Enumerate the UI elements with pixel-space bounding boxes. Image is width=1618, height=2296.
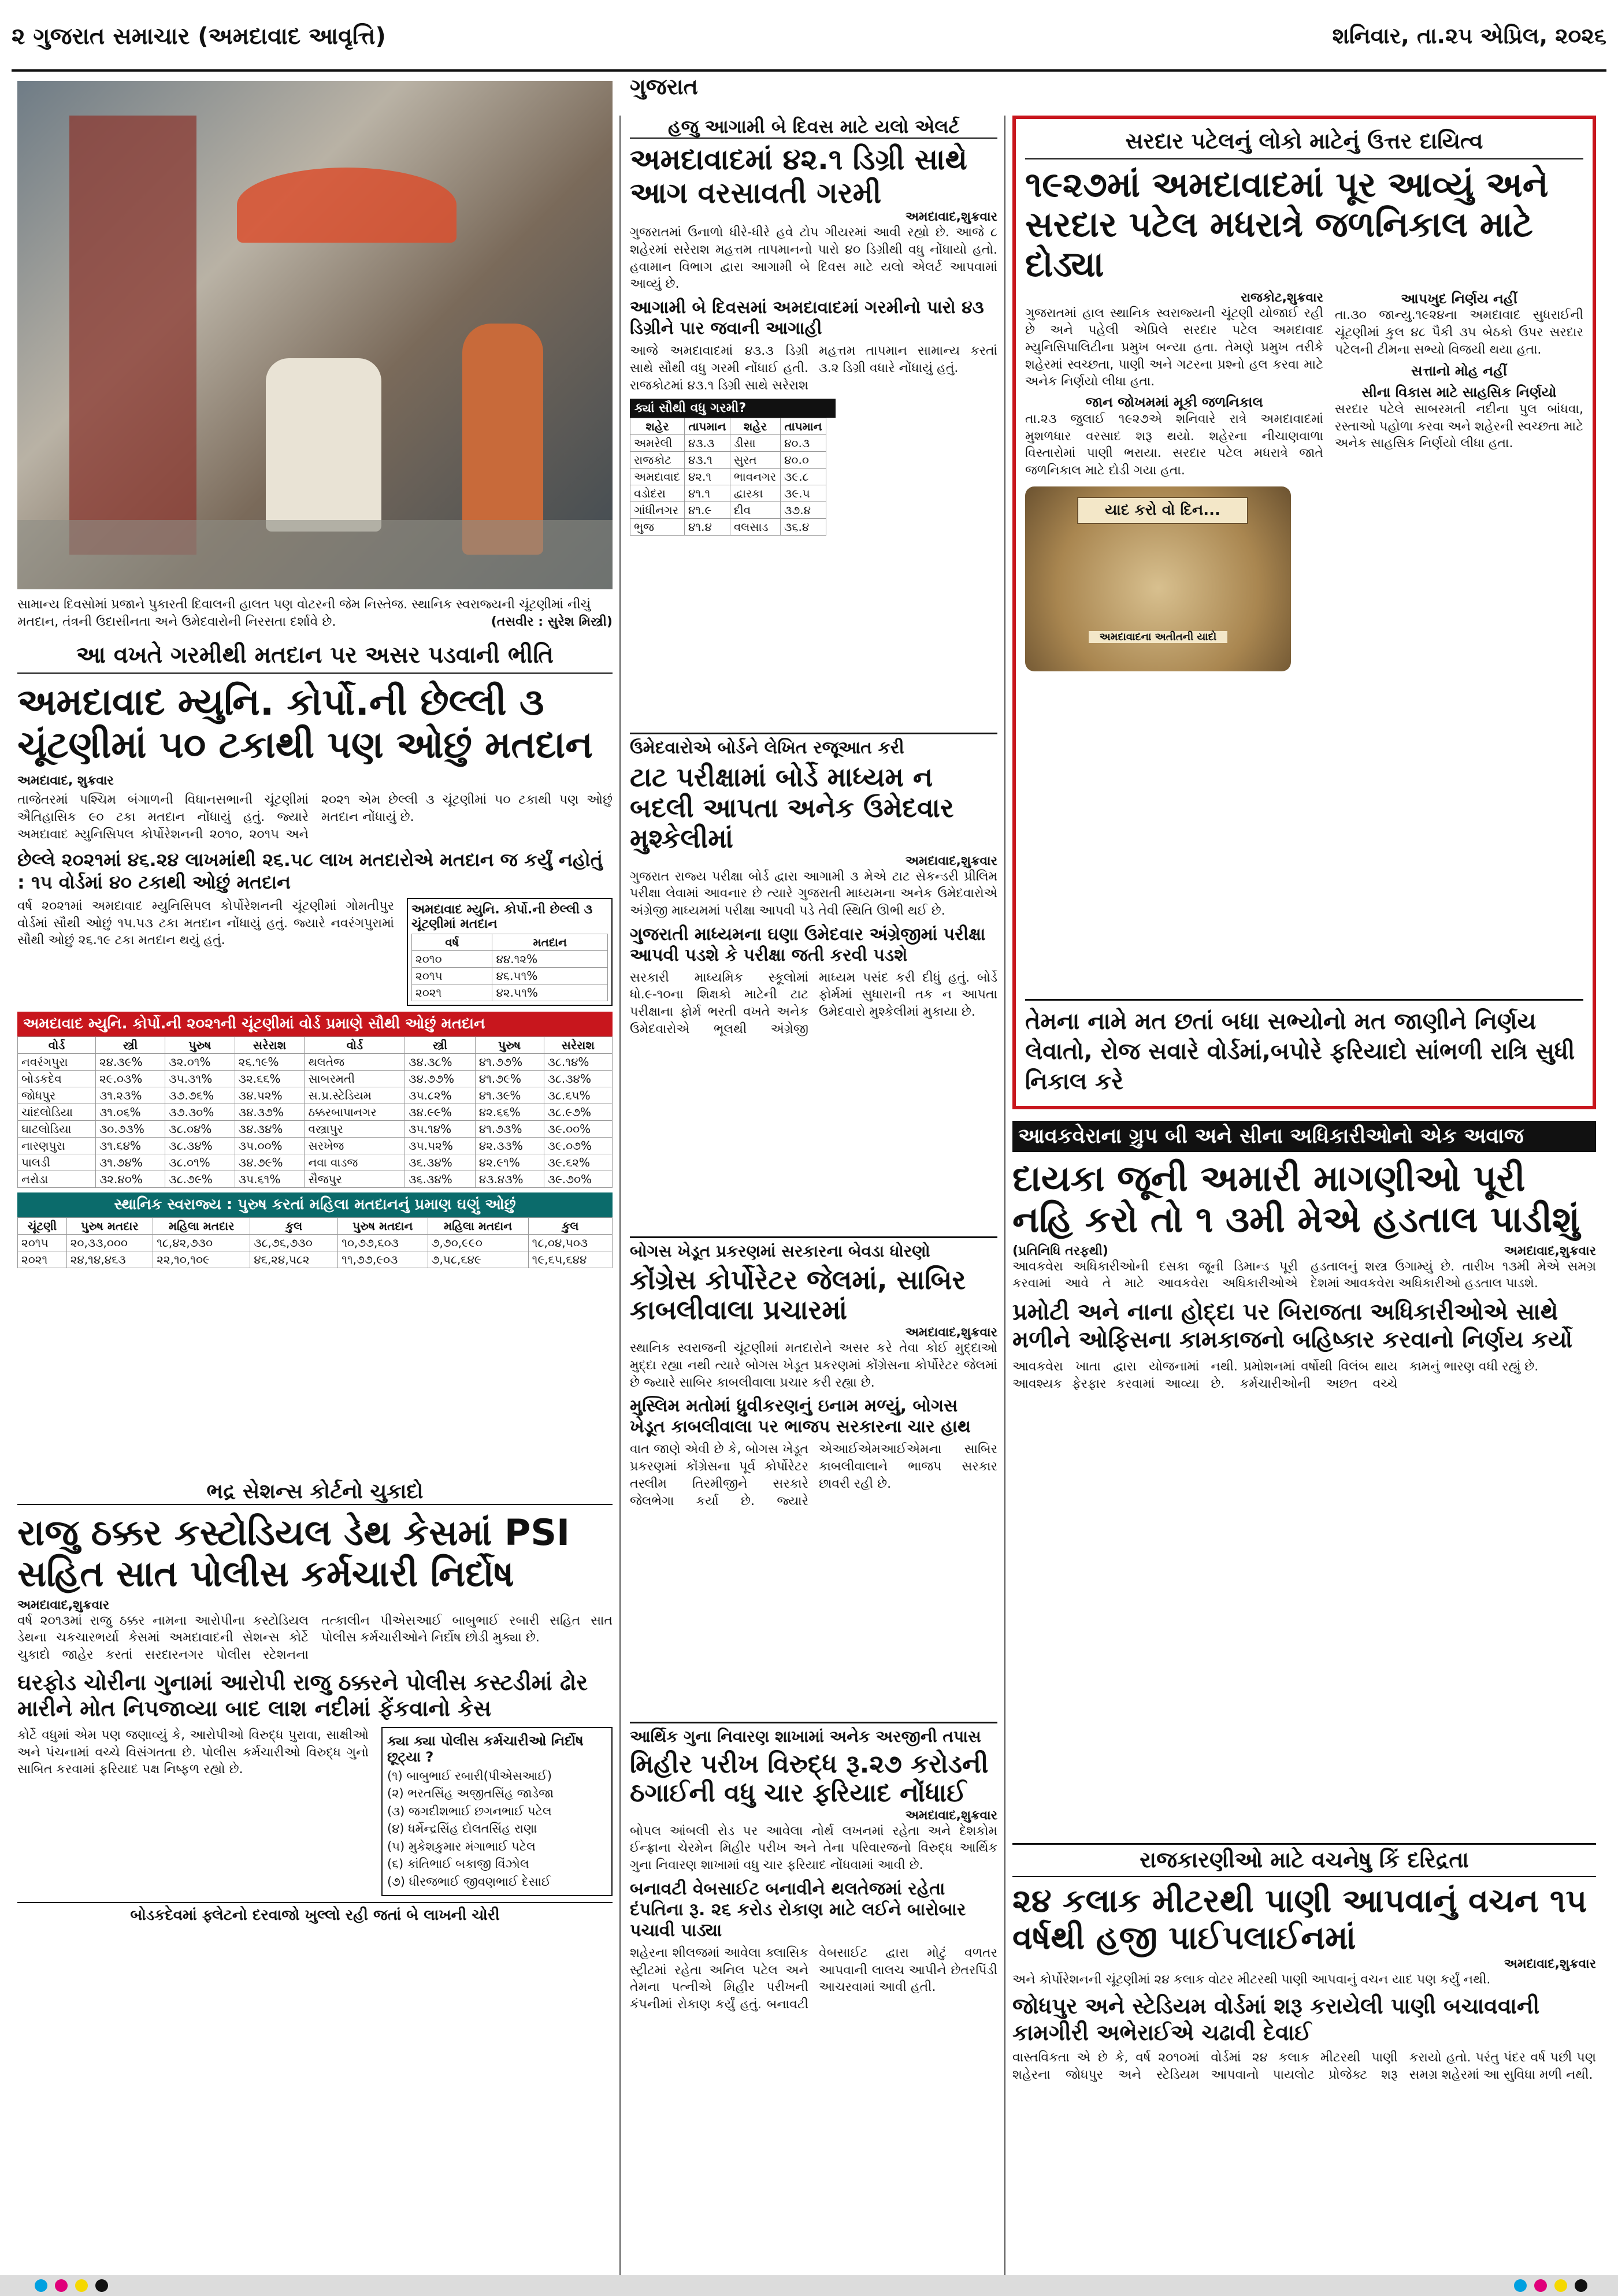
poll-kicker: આ વખતે ગરમીથી મતદાન પર અસર પડવાની ભીતિ: [17, 641, 613, 674]
table-row: [630, 435, 826, 452]
table-cell: ૩૨.૦૧%: [165, 1054, 235, 1071]
psi-body: વર્ષ ૨૦૧૩માં રાજુ ઠક્કર નામના આરોપીના કસ્ટોડિયલ ડેથના ચકચારભર્યા કેસમાં અમદાવાદની સેશન્સ કોર્ટે ચુકાદો જાહેર કરતાં સરદારનગર પોલીસ સ્ટેશનના તત્કાલીન પીએસઆઈ બાબુભાઈ રબારી સહિત સાત પોલીસ કર્મચારીઓને નિર્દોષ છોડી મુક્યા છે.: [17, 1613, 613, 1663]
table-cell: ૩૮.૧૪%: [544, 1054, 612, 1071]
sardar-body-4: સરદાર પટેલે સાબરમતી નદીના પુલ બાંધવા, રસ્તાઓ પહોળા કરવા અને શહેરની સ્વચ્છતા માટે અનેક સાહસિક નિર્ણયો લીધા હતા.: [1335, 402, 1583, 451]
heat-table-title: ક્યાં સૌથી વધુ ગરમી?: [630, 399, 836, 418]
table-cell: ૭,૭૦,૯૯૦: [428, 1235, 528, 1251]
gender-table-title: સ્થાનિક સ્વરાજ્ય : પુરુષ કરતાં મહિલા મતદાનનું પ્રમાણ ઘણું ઓછું: [17, 1192, 613, 1217]
table-cell: ૧૯,૬૫,૬૪૪: [528, 1251, 612, 1268]
table-cell: ૩૧.૬૪%: [95, 1138, 165, 1154]
table-cell: ૩૯.૫: [781, 485, 826, 502]
column-header: સ્ત્રી: [405, 1037, 476, 1054]
table-cell: દીવ: [730, 502, 780, 519]
table-cell: ૨૨,૧૦,૧૦૯: [153, 1251, 250, 1268]
table-cell: ૩૮.૦૧%: [165, 1154, 235, 1171]
table-cell: ૩૪.૩૮%: [405, 1054, 476, 1071]
table-cell: ૪૦.૦: [781, 452, 826, 469]
heat-kicker: હજુ આગામી બે દિવસ માટે યલો એલર્ટ: [630, 116, 997, 139]
heat-body-2: આજે અમદાવાદમાં ૪૩.૩ ડિગ્રી સાથે સૌથી વધુ ગરમી નોંધાઈ હતી. રાજકોટમાં ૪૩.૧ ડિગ્રી સાથે સરેરાશ મહત્તમ તાપમાન સામાન્ય કરતાં ૩.૨ ડિગ્રી વધારે નોંધાયું હતું.: [630, 344, 997, 393]
table-cell: ૩૧.૦૬%: [95, 1104, 165, 1121]
table-cell: ૪૧.૧: [684, 485, 730, 502]
column-header: શહેર: [730, 418, 780, 435]
turnout-table: [411, 934, 608, 1001]
strike-story: [1012, 1121, 1596, 1392]
table-cell: ૪૨.૬૬%: [475, 1104, 544, 1121]
memories-label: યાદ કરો વો દિન...: [1077, 497, 1248, 524]
table-cell: વસ્ત્રાપુર: [305, 1121, 405, 1138]
table-row: [18, 1171, 613, 1188]
column-header: વોર્ડ: [18, 1037, 96, 1054]
acquitted-box-title: ક્યા ક્યા પોલીસ કર્મચારીઓ નિર્દોષ છૂટ્યા ?: [387, 1733, 584, 1766]
table-cell: ૩૧.૨૩%: [95, 1087, 165, 1104]
sardar-sub-4: સીના વિકાસ માટે સાહસિક નિર્ણયો: [1361, 384, 1557, 401]
column-rule: [1004, 116, 1005, 2276]
list-item: (૨) ભરતસિંહ અજીતસિંહ જાડેજા: [387, 1786, 554, 1801]
acquitted-list: [387, 1767, 607, 1890]
table-cell: ૧૮,૪૨,૭૩૦: [153, 1235, 250, 1251]
table-cell: ૩૬.૩૪%: [405, 1154, 476, 1171]
table-cell: ૩૪.૩૭%: [235, 1104, 305, 1121]
sardar-pullquote: તેમના નામે મત છતાં બધા સભ્યોનો મત જાણીને નિર્ણય લેવાતો, રોજ સવારે વોર્ડમાં,બપોરે ફરિયાદો સાંભળી રાત્રિ સુધી નિકાલ કરે: [1025, 999, 1583, 1097]
turnout-box: [407, 898, 613, 1006]
column-header: ચૂંટણી: [18, 1218, 67, 1235]
column-rule: [619, 116, 621, 2276]
ward-table: [17, 1036, 613, 1188]
registration-dot: [55, 2279, 68, 2292]
table-cell: ૩૯.૦૭%: [544, 1138, 612, 1154]
psi-story: [17, 1479, 613, 1925]
table-cell: ૩૬.૩૪%: [405, 1171, 476, 1188]
table-cell: અમદાવાદ: [630, 469, 685, 485]
sardar-body: ગુજરાતમાં હાલ સ્થાનિક સ્વરાજ્યની ચૂંટણી યોજાઈ રહી છે અને પહેલી એપ્રિલે સરદાર પટેલ અમદાવાદ મ્યુનિસિપાલિટીના પ્રમુખ બન્યા હતા. તેમણે પ્રમુખ તરીકે શહેરમાં સ્વચ્છતા, પાણી અને ગટરના પ્રશ્નો હલ કરવા માટે અનેક નિર્ણયો લીધા હતા.: [1025, 306, 1323, 389]
table-cell: ૩૨.૬૬%: [235, 1071, 305, 1087]
turnout-col: વર્ષ: [412, 934, 492, 951]
table-cell: ૧૦,૭૭,૬૦૩: [338, 1235, 428, 1251]
table-cell: ૩૮.૯૭%: [544, 1104, 612, 1121]
table-cell: ૪૬,૨૪,૫૮૨: [250, 1251, 338, 1268]
table-cell: જોધપુર: [18, 1087, 96, 1104]
table-cell: અમરેલી: [630, 435, 685, 452]
acquitted-box: [381, 1727, 613, 1896]
exam-dateline: અમદાવાદ,શુક્રવાર: [905, 853, 997, 868]
heat-story: [630, 116, 997, 536]
print-margin: [0, 2275, 1618, 2296]
column-header: સ્ત્રી: [95, 1037, 165, 1054]
theft-headline: બોડકદેવમાં ફ્લેટનો દરવાજો ખુલ્લો રહી જતાં બે લાખની ચોરી: [17, 1902, 613, 1925]
table-cell: ૪૨.૩૩%: [475, 1138, 544, 1154]
table-row: [412, 951, 608, 968]
page-header: [12, 0, 1606, 72]
sardar-body-2: તા.૨૩ જુલાઈ ૧૯૨૭એ શનિવારે રાત્રે અમદાવાદમાં મુશળધાર વરસાદ શરૂ થયો. શહેરના નીચાણવાળા વિસ્તારોમાં પાણી ભરાયા. સરદાર પટેલ મધરાત્રે જાતે જળનિકાલ માટે દોડી ગયા હતા.: [1025, 411, 1323, 478]
mihir-body-2: શહેરના શીલજમાં આવેલા ક્લાસિક સ્ટ્રીટમાં રહેતા અનિલ પટેલ અને તેમના પત્નીએ મિહીર પરીખની કંપનીમાં રોકાણ કર્યું હતું. બનાવટી વેબસાઈટ દ્વારા મોટું વળતર આપવાની લાલચ આપીને છેતરપિંડી આચરવામાં આવી હતી.: [630, 1945, 997, 2012]
table-cell: ૩૯.૬૨%: [544, 1154, 612, 1171]
table-cell: ગાંધીનગર: [630, 502, 685, 519]
bogus-story: [630, 1236, 997, 1510]
column-header: કુલ: [528, 1218, 612, 1235]
table-cell: ૩૯.૭૦%: [544, 1171, 612, 1188]
table-cell: ચાંદલોડિયા: [18, 1104, 96, 1121]
poll-headline: અમદાવાદ મ્યુનિ. કોર્પો.ની છેલ્લી ૩ ચૂંટણીમાં ૫૦ ટકાથી પણ ઓછું મતદાન: [17, 681, 593, 767]
table-cell: ઠક્કરબાપાનગર: [305, 1104, 405, 1121]
table-cell: ૪૧.૩૯%: [475, 1087, 544, 1104]
table-cell: નવરંગપુરા: [18, 1054, 96, 1071]
bogus-body: સ્થાનિક સ્વરાજની ચૂંટણીમાં મતદારોને અસર કરે તેવા કોઈ મુદ્દાઓ મુદ્દા રહ્યા નથી ત્યારે બોગસ ખેડૂત પ્રકરણમાં કોંગ્રેસના કોર્પોરેટર જેલમાં છે જ્યારે સાબિર કાબલીવાલા પ્રચાર કરી રહ્યા છે.: [630, 1341, 997, 1390]
ward-table-title: અમદાવાદ મ્યુનિ. કોર્પો.ની ૨૦૨૧ની ચૂંટણીમાં વોર્ડ પ્રમાણે સૌથી ઓછું મતદાન: [17, 1012, 613, 1036]
exam-headline: ટાટ પરીક્ષામાં બોર્ડે માધ્યમ ન બદલી આપતા અનેક ઉમેદવાર મુશ્કેલીમાં: [630, 761, 954, 854]
water-dateline: અમદાવાદ,શુક્રવાર: [1504, 1957, 1596, 1972]
exam-body: ગુજરાત રાજ્ય પરીક્ષા બોર્ડ દ્વારા આગામી ૩ મેએ ટાટ સેકન્ડરી પ્રીલિમ પરીક્ષા લેવામાં આવનાર છે ત્યારે ગુજરાતી માધ્યમના અનેક ઉમેદવારોએ અંગ્રેજી માધ્યમમાં પરીક્ષા આપવી પડે તેવી સ્થિતિ ઊભી થઈ છે.: [630, 869, 997, 919]
water-headline: ૨૪ કલાક મીટરથી પાણી આપવાનું વચન ૧૫ વર્ષથી હજી પાઈપલાઈનમાં: [1012, 1882, 1587, 1957]
strike-headline: દાયકા જૂની અમારી માગણીઓ પૂરી નહિ કરો તો ૧ ૩મી મેએ હડતાલ પાડીશું: [1012, 1157, 1580, 1241]
column-header: પુરુષ મતદાન: [338, 1218, 428, 1235]
table-cell: સૈજપુર: [305, 1171, 405, 1188]
table-cell: ૪૩.૩: [684, 435, 730, 452]
table-cell: ૩૫.૧૪%: [405, 1121, 476, 1138]
table-cell: ભાવનગર: [730, 469, 780, 485]
strike-kicker: આવકવેરાના ગ્રુપ બી અને સીના અધિકારીઓનો એક અવાજ: [1012, 1121, 1596, 1152]
list-item: (૬) કાંતિભાઈ બકાજી વિંઝોલ: [387, 1857, 529, 1871]
water-story: [1012, 1843, 1596, 2084]
cell: ૪૪.૧૨%: [492, 951, 608, 968]
sardar-story: [1012, 116, 1596, 1109]
photo-caption: સામાન્ય દિવસોમાં પ્રજાને પુકારતી દિવાલની હાલત પણ વોટરની જેમ નિસ્તેજ. સ્થાનિક સ્વરાજ્યની ચૂંટણીમાં નીચું મતદાન, તંત્રની ઉદાસીનતા અને ઉમેદવારોની નિરસતા દર્શાવે છે.: [17, 597, 591, 629]
table-cell: દ્વારકા: [730, 485, 780, 502]
street-photo: [17, 81, 613, 589]
table-cell: સુરત: [730, 452, 780, 469]
poll-body: તાજેતરમાં પશ્ચિમ બંગાળની વિધાનસભાની ચૂંટણીમાં ઐતિહાસિક ૯૦ ટકા મતદાન નોંધાયું હતું. જ્યારે અમદાવાદ મ્યુનિસિપલ કોર્પોરેશનની ૨૦૧૦, ૨૦૧૫ અને ૨૦૨૧ એમ છેલ્લી ૩ ચૂંટણીમાં ૫૦ ટકાથી પણ ઓછું મતદાન નોંધાયું છે.: [17, 793, 613, 842]
column-header: મહિલા મતદાન: [428, 1218, 528, 1235]
poll-body-2: વર્ષ ૨૦૨૧માં અમદાવાદ મ્યુનિસિપલ કોર્પોરેશનની ચૂંટણીમાં ગોમતીપુર વોર્ડમાં સૌથી ઓછું ૧૫.૫૩ ટકા મતદાન નોંધાયું હતું. જ્યારે નવરંગપુરામાં સૌથી ઓછું ૨૬.૧૯ ટકા મતદાન થયું હતું.: [17, 899, 394, 948]
table-row: [18, 1251, 613, 1268]
table-cell: ૩૪.૭૭%: [405, 1071, 476, 1087]
table-cell: ૨૦૨૧: [18, 1251, 67, 1268]
table-cell: ભુજ: [630, 519, 685, 536]
table-cell: રાજકોટ: [630, 452, 685, 469]
psi-headline: રાજુ ઠક્કર કસ્ટોડિયલ ડેથ કેસમાં PSI સહિત સાત પોલીસ કર્મચારી નિર્દોષ: [17, 1511, 570, 1595]
strike-body: આવકવેરા અધિકારીઓની દસકા જૂની ડિમાન્ડ પૂરી કરવામાં આવે તે માટે આવકવેરા અધિકારીઓએ હડતાલનું શસ્ત્ર ઉગામ્યું છે. તારીખ ૧૩મી મેએ સમગ્ર દેશમાં આવકવેરા અધિકારીઓ હડતાલ પાડશે.: [1012, 1259, 1596, 1291]
table-cell: વલસાડ: [730, 519, 780, 536]
table-cell: સ.પ્ર.સ્ટેડિયમ: [305, 1087, 405, 1104]
bogus-kicker: બોગસ ખેડૂત પ્રકરણમાં સરકારના બેવડા ધોરણો: [630, 1236, 997, 1261]
cell: ૨૦૧૦: [412, 951, 492, 968]
issue-date: શનિવાર, તા.૨૫ એપ્રિલ, ૨૦૨૬: [1332, 23, 1606, 49]
table-row: [412, 968, 608, 984]
list-item: (૧) બાબુભાઈ રબારી(પીએસઆઈ): [387, 1769, 552, 1784]
table-row: [630, 502, 826, 519]
table-cell: ૪૦.૩: [781, 435, 826, 452]
table-cell: ૩૯.૦૦%: [544, 1121, 612, 1138]
water-kicker: રાજકારણીઓ માટે વચનેષુ કિં દરિદ્રતા: [1012, 1843, 1596, 1877]
table-cell: ૩૮.૬૫%: [544, 1087, 612, 1104]
table-row: [18, 1104, 613, 1121]
table-cell: પાલડી: [18, 1154, 96, 1171]
strike-body-2: આવકવેરા ખાતા દ્વારા યોજનામાં આવશ્યક ફેરફાર કરવામાં આવ્યા નથી. પ્રમોશનમાં વર્ષોથી વિલંબ થાય છે. કર્મચારીઓની અછત વચ્ચે કામનું ભારણ વધી રહ્યું છે.: [1012, 1359, 1539, 1391]
table-row: [18, 1121, 613, 1138]
table-cell: ૪૧.૪: [684, 519, 730, 536]
turnout-box-title: અમદાવાદ મ્યુનિ. કોર્પો.ની છેલ્લી ૩ ચૂંટણીમાં મતદાન: [411, 902, 593, 932]
column-header: પુરુષ મતદાર: [66, 1218, 153, 1235]
table-row: [630, 519, 826, 536]
table-cell: ૩૬.૪: [781, 519, 826, 536]
table-cell: સાબરમતી: [305, 1071, 405, 1087]
table-cell: નરોડા: [18, 1171, 96, 1188]
table-cell: ૩૭.૩૦%: [165, 1104, 235, 1121]
table-row: [18, 1138, 613, 1154]
sardar-body-3: તા.૩૦ જાન્યુ.૧૯૨૪ના અમદાવાદ સુધરાઈની ચૂંટણીમાં કુલ ૪૮ પૈકી ૩૫ બેઠકો ઉપર સરદાર પટેલની ટીમના સભ્યો વિજયી થયા હતા.: [1335, 308, 1583, 357]
table-cell: ૪૨.૧: [684, 469, 730, 485]
table-cell: ૩૪.૯૯%: [405, 1104, 476, 1121]
water-subhead: જોધપુર અને સ્ટેડિયમ વોર્ડમાં શરૂ કરાયેલી પાણી બચાવવાની કામગીરી અભેરાઈએ ચઢાવી દેવાઈ: [1012, 1993, 1540, 2045]
table-row: [18, 1154, 613, 1171]
table-cell: નારણપુરા: [18, 1138, 96, 1154]
registration-dot: [1534, 2279, 1547, 2292]
strike-byline: (પ્રતિનિધિ તરફથી): [1012, 1243, 1108, 1258]
registration-dot: [1554, 2279, 1567, 2292]
table-cell: ૨૯.૦૩%: [95, 1071, 165, 1087]
memories-inset: [1025, 486, 1291, 671]
bogus-body-2: વાત જાણે એવી છે કે, બોગસ ખેડૂત પ્રકરણમાં કોંગ્રેસના પૂર્વ કોર્પોરેટર તસ્લીમ તિરમીજીને સરકારે જેલભેગા કર્યા છે. જ્યારે એઆઈએમઆઈએમના સાબિર કાબલીવાલાને ભાજપ સરકાર છાવરી રહી છે.: [630, 1442, 997, 1509]
column-header: તાપમાન: [781, 418, 826, 435]
sardar-sub-1: જાન જોખમમાં મૂકી જળનિકાલ: [1085, 394, 1263, 411]
table-cell: ૪૩.૧: [684, 452, 730, 469]
sardar-sub-3: સત્તાનો મોહ નહીં: [1411, 363, 1508, 380]
psi-subhead: ઘરફોડ ચોરીના ગુનામાં આરોપી રાજુ ઠક્કરને પોલીસ કસ્ટડીમાં ઢોર મારીને મોત નિપજાવ્યા બાદ લાશ નદીમાં ફેંકવાનો કેસ: [17, 1669, 588, 1722]
sardar-headline: ૧૯૨૭માં અમદાવાદમાં પૂર આવ્યું અને સરદાર પટેલ મધરાત્રે જળનિકાલ માટે દોડ્યા: [1025, 164, 1549, 285]
registration-dot: [1514, 2279, 1527, 2292]
table-header-row: [18, 1218, 613, 1235]
exam-body-2: સરકારી માધ્યમિક સ્કૂલોમાં ધો.૯-૧૦ના શિક્ષકો માટેની ટાટ પરીક્ષાના ફોર્મ ભરતી વખતે અનેક ઉમેદવારોએ ભૂલથી અંગ્રેજી માધ્યમ પસંદ કરી દીધું હતું. બોર્ડે ફોર્મમાં સુધારાની તક ન આપતા ઉમેદવારો મુશ્કેલીમાં મુકાયા છે.: [630, 970, 997, 1036]
section-label: ગુજરાત: [630, 74, 698, 99]
heat-dateline: અમદાવાદ,શુક્રવાર: [905, 210, 997, 225]
table-cell: વડોદરા: [630, 485, 685, 502]
table-row: [630, 485, 826, 502]
mihir-body: બોપલ આંબલી રોડ પર આવેલા નોર્થ લખનમાં રહેતા અને દેશકોમ ઈન્ફ્રાના ચેરમેન મિહીર પરીખ અને તેના પરિવારજનો વિરુદ્ધ આર્થિક ગુના નિવારણ શાખામાં વધુ ચાર ફરિયાદ નોંધવામાં આવી છે.: [630, 1823, 997, 1873]
exam-story: [630, 733, 997, 1038]
table-row: [18, 1054, 613, 1071]
registration-dot: [95, 2279, 108, 2292]
table-cell: ૪૨.૯૧%: [475, 1154, 544, 1171]
table-cell: ૩૮.૩૪%: [165, 1138, 235, 1154]
table-cell: ઘાટલોડિયા: [18, 1121, 96, 1138]
water-body: અને કોર્પોરેશનની ચૂંટણીમાં ૨૪ કલાક વોટર મીટરથી પાણી આપવાનું વચન યાદ પણ કર્યું નથી.: [1012, 1972, 1491, 1987]
list-item: (૫) મુકેશકુમાર મંગાભાઈ પટેલ: [387, 1839, 536, 1853]
heat-subhead: આગામી બે દિવસમાં અમદાવાદમાં ગરમીનો પારો ૪૩ ડિગ્રીને પાર જવાની આગાહી: [630, 298, 984, 339]
mihir-headline: મિહીર પરીખ વિરુદ્ધ રૂ.૨૭ કરોડની ઠગાઈની વધુ ચાર ફરિયાદ નોંધાઈ: [630, 1749, 989, 1808]
table-cell: ૩૮.૩૪%: [544, 1071, 612, 1087]
table-cell: ૪૧.૯: [684, 502, 730, 519]
poll-dateline: અમદાવાદ, શુક્રવાર: [17, 774, 114, 789]
cell: ૨૦૧૫: [412, 968, 492, 984]
heat-table: [630, 418, 826, 536]
table-cell: ૪૧.૭૩%: [475, 1121, 544, 1138]
table-cell: ૭,૫૮,૬૪૯: [428, 1251, 528, 1268]
masthead-left: ૨ ગુજરાત સમાચાર (અમદાવાદ આવૃત્તિ): [12, 23, 386, 50]
sardar-sub-2: આપખુદ નિર્ણય નહીં: [1401, 290, 1517, 307]
list-item: (૩) જગદીશભાઈ છગનભાઈ પટેલ: [387, 1804, 552, 1818]
table-cell: ડીસા: [730, 435, 780, 452]
registration-dot: [35, 2279, 47, 2292]
water-body-2: વાસ્તવિકતા એ છે કે, વર્ષ ૨૦૧૦માં શહેરના જોધપુર અને સ્ટેડિયમ વોર્ડમાં ૨૪ કલાક મીટરથી પાણી આપવાનો પાયલોટ પ્રોજેક્ટ શરૂ કરાયો હતો. પરંતુ પંદર વર્ષ પછી પણ સમગ્ર શહેરમાં આ સુવિધા મળી નથી.: [1012, 2050, 1596, 2082]
list-item: (૪) ધર્મેન્દ્રસિંહ દોલતસિંહ રાણા: [387, 1822, 537, 1836]
table-cell: ૩૪.૭૯%: [235, 1154, 305, 1171]
table-header-row: [18, 1037, 613, 1054]
table-row: [18, 1071, 613, 1087]
poll-story: [17, 641, 613, 1268]
table-row: [412, 984, 608, 1001]
mihir-dateline: અમદાવાદ,શુક્રવાર: [905, 1808, 997, 1823]
exam-kicker: ઉમેદવારોએ બોર્ડને લેખિત રજૂઆત કરી: [630, 733, 997, 759]
column-header: સરેરાશ: [544, 1037, 612, 1054]
registration-dot: [1575, 2279, 1587, 2292]
column-header: તાપમાન: [684, 418, 730, 435]
table-cell: નવા વાડજ: [305, 1154, 405, 1171]
sardar-kicker: સરદાર પટેલનું લોકો માટેનું ઉત્તર દાયિત્વ: [1025, 128, 1583, 159]
table-cell: થલતેજ: [305, 1054, 405, 1071]
cell: ૪૨.૫૧%: [492, 984, 608, 1001]
column-header: કુલ: [250, 1218, 338, 1235]
table-cell: સરખેજ: [305, 1138, 405, 1154]
photo-credit: (તસવીર : સુરેશ મિસ્ત્રી): [491, 614, 613, 629]
cell: ૨૦૨૧: [412, 984, 492, 1001]
table-cell: ૩૫.૮૨%: [405, 1087, 476, 1104]
table-cell: ૩૨.૪૦%: [95, 1171, 165, 1188]
table-cell: ૩૪.૩૪%: [235, 1121, 305, 1138]
mihir-subhead: બનાવટી વેબસાઈટ બનાવીને થલતેજમાં રહેતા દંપતિના રૂ. ૨૬ કરોડ રોકાણ માટે લઈને બારોબાર પચાવી પાડ્યા: [630, 1878, 966, 1941]
table-cell: ૩૫.૩૧%: [165, 1071, 235, 1087]
strike-subhead: પ્રમોટી અને નાના હોદ્દા પર બિરાજતા અધિકારીઓએ સાથે મળીને ઓફિસના કામકાજનો બહિષ્કાર કરવાનો નિર્ણય કર્યો: [1012, 1298, 1573, 1353]
exam-subhead: ગુજરાતી માધ્યમના ઘણા ઉમેદવાર અંગ્રેજીમાં પરીક્ષા આપવી પડશે કે પરીક્ષા જતી કરવી પડશે: [630, 924, 986, 965]
table-cell: ૨૪.૩૯%: [95, 1054, 165, 1071]
table-cell: ૨૬.૧૯%: [235, 1054, 305, 1071]
cell: ૪૬.૫૧%: [492, 968, 608, 984]
psi-kicker: ભદ્ર સેશન્સ કોર્ટનો ચુકાદો: [17, 1479, 613, 1505]
table-header-row: [630, 418, 826, 435]
psi-body-2: કોર્ટે વધુમાં એમ પણ જણાવ્યું કે, આરોપીઓ વિરુદ્ધ પુરાવા, સાક્ષીઓ અને પંચનામાં વચ્ચે વિસંગતતા છે. પોલીસ કર્મચારીઓ વિરુદ્ધ ગુનો સાબિત કરવામાં ફરિયાદ પક્ષ નિષ્ફળ રહ્યો છે.: [17, 1728, 369, 1777]
table-cell: ૩૭.૭૬%: [165, 1087, 235, 1104]
column-header: વોર્ડ: [305, 1037, 405, 1054]
memories-sub: અમદાવાદના અતીતની યાદો: [1089, 631, 1227, 643]
heat-headline: અમદાવાદમાં ૪૨.૧ ડિગ્રી સાથે આગ વરસાવતી ગરમી: [630, 143, 967, 210]
table-cell: ૪૧.૭૯%: [475, 1071, 544, 1087]
table-cell: ૩૮.૦૪%: [165, 1121, 235, 1138]
column-header: મહિલા મતદાર: [153, 1218, 250, 1235]
registration-dot: [75, 2279, 88, 2292]
table-cell: ૩૫.૬૧%: [235, 1171, 305, 1188]
column-header: પુરુષ: [165, 1037, 235, 1054]
table-cell: ૩૫.૫૨%: [405, 1138, 476, 1154]
bogus-dateline: અમદાવાદ,શુક્રવાર: [905, 1325, 997, 1340]
table-row: [630, 469, 826, 485]
table-cell: ૩૯.૮: [781, 469, 826, 485]
table-cell: ૪૧.૭૭%: [475, 1054, 544, 1071]
table-cell: ૨૦૧૫: [18, 1235, 67, 1251]
table-cell: ૩૦.૭૩%: [95, 1121, 165, 1138]
column-header: શહેર: [630, 418, 685, 435]
table-cell: ૩૧.૭૪%: [95, 1154, 165, 1171]
table-cell: ૩૭.૪: [781, 502, 826, 519]
column-header: સરેરાશ: [235, 1037, 305, 1054]
psi-dateline: અમદાવાદ,શુક્રવાર: [17, 1597, 110, 1613]
heat-body: ગુજરાતમાં ઉનાળો ધીરે-ધીરે હવે ટોપ ગીયરમાં આવી રહ્યો છે. આજે ૮ શહેરમાં સરેરાશ મહત્તમ તાપમાનનો પારો ૪૦ ડિગ્રીથી વધુ નોંધાયો હતો. હવામાન વિભાગ દ્વારા આગામી બે દિવસ માટે યલો એલર્ટ આપવામાં આવ્યું છે.: [630, 225, 997, 292]
column-header: પુરુષ: [475, 1037, 544, 1054]
gender-table: [17, 1217, 613, 1268]
table-cell: ૩૫.૦૦%: [235, 1138, 305, 1154]
table-cell: ૧૮,૦૪,૫૦૩: [528, 1235, 612, 1251]
table-cell: ૨૦,૩૩,૦૦૦: [66, 1235, 153, 1251]
strike-dateline: અમદાવાદ,શુક્રવાર: [1504, 1243, 1596, 1258]
table-cell: ૩૪.૫૨%: [235, 1087, 305, 1104]
mihir-story: [630, 1722, 997, 2013]
turnout-col: મતદાન: [492, 934, 608, 951]
bogus-subhead: મુસ્લિમ મતોમાં ધ્રુવીકરણનું ઇનામ મળ્યું, બોગસ ખેડૂત કાબલીવાલા પર ભાજપ સરકારના ચાર હાથ: [630, 1396, 971, 1437]
list-item: (૭) ધીરજભાઈ જીવણભાઈ દેસાઈ: [387, 1874, 551, 1889]
photo-story: [17, 81, 613, 630]
table-cell: ૨૪,૧૪,૪૬૩: [66, 1251, 153, 1268]
table-cell: ૧૧,૭૭,૯૦૩: [338, 1251, 428, 1268]
poll-subhead: છેલ્લે ૨૦૨૧માં ૪૬.૨૪ લાખમાંથી ૨૬.૫૮ લાખ મતદારોએ મતદાન જ કર્યું નહોતું : ૧૫ વોર્ડમાં ૪૦ ટકાથી ઓછું મતદાન: [17, 849, 603, 893]
table-cell: બોડકદેવ: [18, 1071, 96, 1087]
mihir-kicker: આર્થિક ગુના નિવારણ શાખામાં અનેક અરજીની તપાસ: [630, 1722, 997, 1747]
table-row: [630, 452, 826, 469]
table-cell: ૩૮,૭૬,૭૩૦: [250, 1235, 338, 1251]
bogus-headline: કોંગ્રેસ કોર્પોરેટર જેલમાં, સાબિર કાબલીવાલા પ્રચારમાં: [630, 1264, 966, 1326]
sardar-dateline: રાજકોટ,શુક્રવાર: [1241, 290, 1323, 305]
table-cell: ૪૩.૪૩%: [475, 1171, 544, 1188]
table-cell: ૩૮.૭૯%: [165, 1171, 235, 1188]
table-row: [18, 1235, 613, 1251]
table-row: [18, 1087, 613, 1104]
